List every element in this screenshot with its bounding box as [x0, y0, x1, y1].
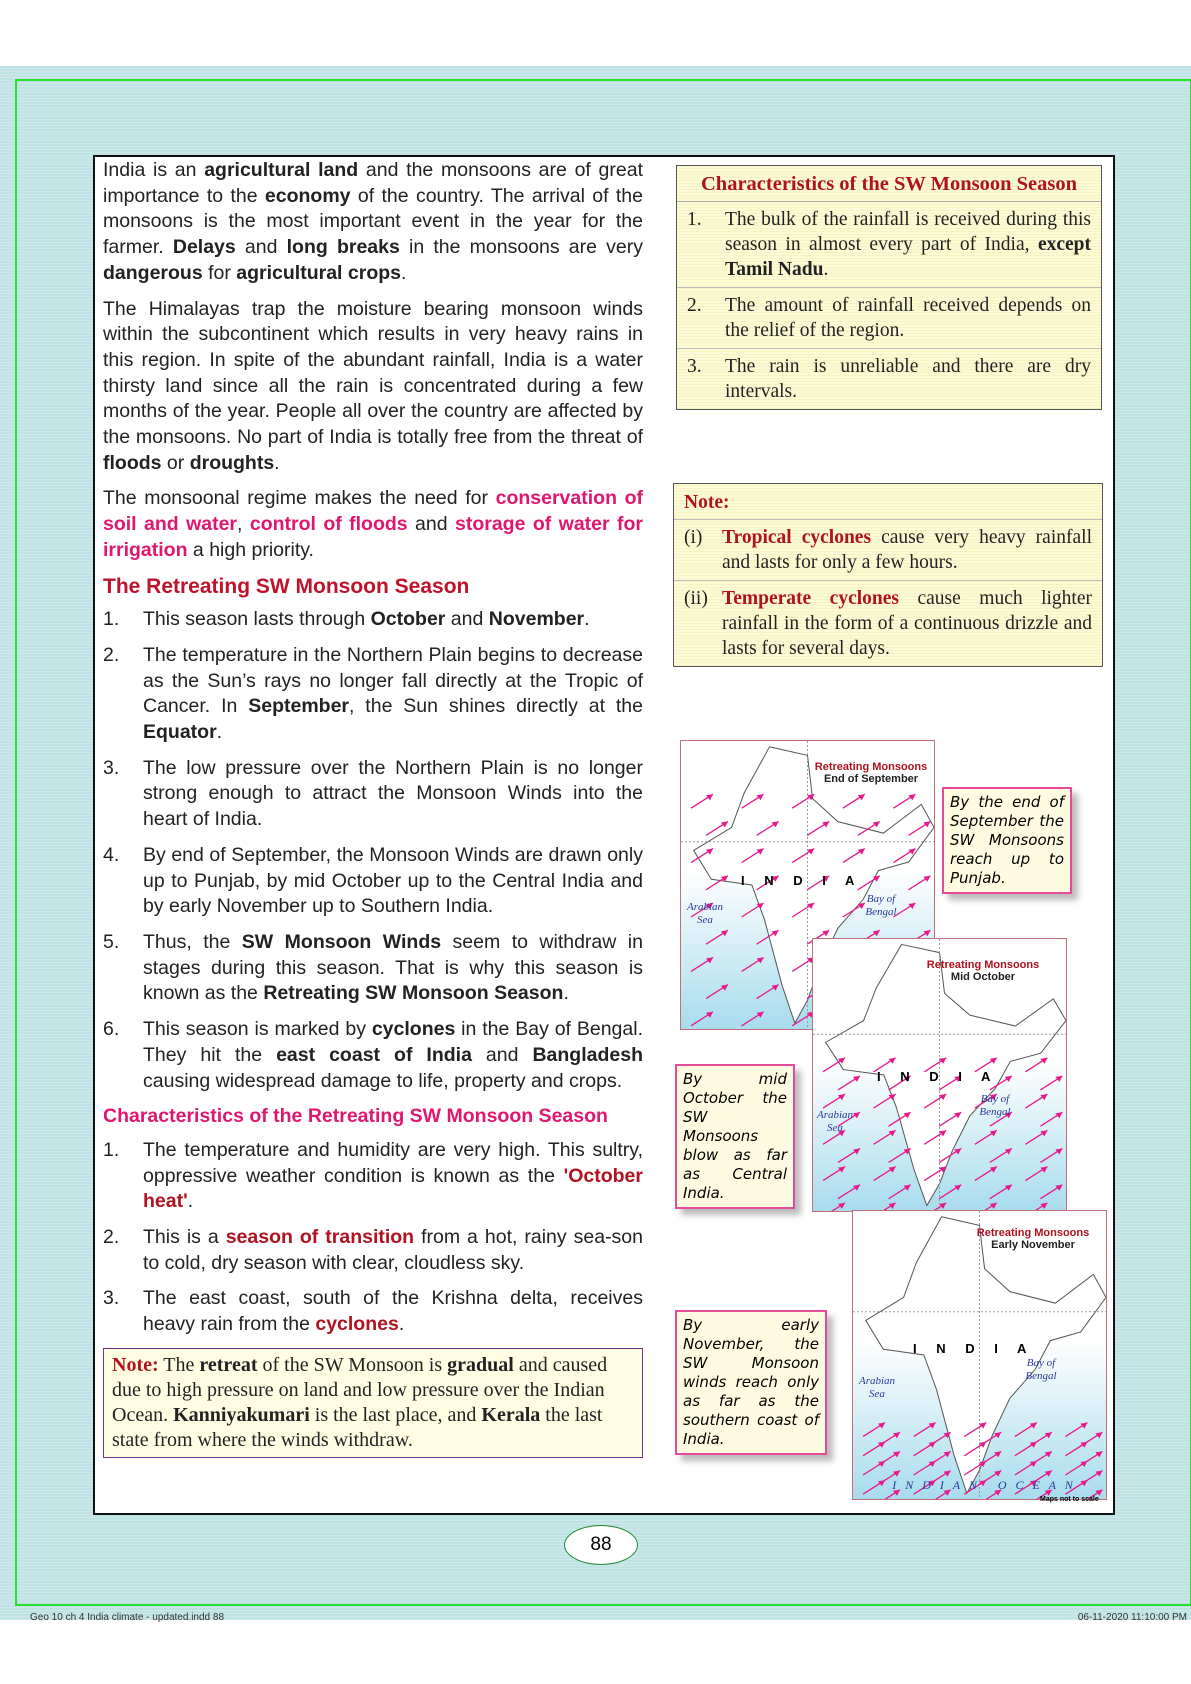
item-number: 5. — [103, 930, 120, 953]
emphasis-text: storage of water for irrigation — [103, 513, 643, 561]
emphasis-text: season of transition — [225, 1226, 415, 1249]
list-item — [103, 930, 643, 1007]
item-number: (ii) — [684, 588, 708, 609]
sea-label: Arabian Sea — [816, 1109, 854, 1134]
text: in the monsoons are very — [399, 236, 643, 259]
map-subtitle: Mid October — [950, 971, 1016, 983]
text: cause very heavy rainfall and lasts for only a few hours. — [722, 527, 1092, 573]
text: The temperature in the Northern Plain begins to decrease as the Sun’s rays no longer fall directly at the Tropic of Cancer. In — [143, 643, 643, 718]
item-number: 2. — [103, 643, 120, 666]
emphasis-text: economy — [264, 184, 351, 207]
text: cause much lighter rainfall in the form of a continuous drizzle and lasts for several days. — [722, 588, 1092, 659]
item-text: The amount of rainfall received depends on the relief of the region. — [725, 295, 1091, 341]
map-callout: By the end of September the SW Monsoons reach up to Punjab. — [942, 787, 1072, 894]
text: in the Bay of Bengal. They hit the — [143, 1018, 643, 1066]
emphasis-text: Kerala — [481, 1403, 541, 1426]
intro-paragraph-3 — [103, 486, 643, 563]
item-number: 4. — [103, 843, 120, 866]
emphasis-text: control of floods — [249, 513, 408, 536]
list-item — [103, 1138, 643, 1215]
text: The bulk of the rainfall is received during this season in almost every part of India, — [725, 209, 1091, 255]
text: and — [471, 1043, 533, 1066]
text: . — [398, 1313, 405, 1336]
item-number: 3. — [687, 356, 702, 377]
list-item — [103, 756, 643, 833]
note-item — [674, 520, 1102, 581]
emphasis-text: SW Monsoon Winds — [241, 930, 442, 953]
arrow-head — [858, 794, 865, 800]
left-column — [103, 158, 643, 1458]
item-number: 3. — [103, 1287, 120, 1310]
term: Tropical cyclones — [722, 527, 872, 548]
emphasis-text: droughts — [189, 451, 275, 474]
emphasis-text: agricultural crops — [236, 261, 401, 284]
text: of the SW Monsoon is — [257, 1353, 448, 1376]
sea-label: Bay of Bengal — [1025, 1357, 1057, 1382]
text: India is an — [103, 159, 205, 181]
box-title: Characteristics of the SW Monsoon Season — [677, 166, 1101, 202]
box-item — [677, 288, 1101, 349]
sea-label: Bay of Bengal — [865, 893, 897, 918]
sea-label: Arabian Sea — [686, 901, 724, 926]
item-number: 3. — [103, 756, 120, 779]
list-item — [103, 843, 643, 920]
text: . — [584, 608, 590, 631]
item-text — [143, 1225, 643, 1276]
emphasis-text: floods — [103, 451, 162, 474]
arrow-head — [873, 821, 880, 827]
emphasis-text: Bangladesh — [532, 1043, 643, 1066]
page-number: 88 — [564, 1525, 638, 1565]
text: and the monsoons are of great importance to the — [103, 159, 643, 207]
text: and — [407, 513, 455, 536]
arrow-head — [908, 794, 915, 800]
list-item — [103, 1286, 643, 1337]
footer-file-name: Geo 10 ch 4 India climate - updated.indd 88 — [30, 1612, 225, 1623]
country-label: I N D I A — [877, 1069, 999, 1084]
term: Temperate cyclones — [722, 588, 899, 609]
item-number: 6. — [103, 1018, 120, 1041]
item-text — [143, 1286, 643, 1337]
text: and caused due to high pressure on land and low pressure over the Indian Ocean. — [112, 1353, 608, 1426]
retreat-note-box — [103, 1348, 643, 1458]
emphasis-text: dangerous — [103, 261, 203, 284]
retreating-characteristics-list — [103, 1138, 643, 1338]
item-text — [143, 1138, 643, 1215]
text: causing widespread damage to life, property and crops. — [143, 1069, 623, 1092]
emphasis-text: cyclones — [315, 1313, 399, 1336]
emphasis-text: November — [488, 608, 585, 631]
text: The monsoonal regime makes the need for — [103, 487, 496, 510]
text: , the Sun shines directly at the — [349, 695, 643, 718]
bold-text: except Tamil Nadu — [725, 234, 1091, 280]
text: of the country. The arrival of the monsoons is the most important event in the year for the farmer. — [103, 184, 643, 259]
list-item — [103, 643, 643, 746]
emphasis-text: Equator — [143, 721, 217, 744]
map-subtitle: Early November — [991, 1239, 1075, 1251]
text: The — [158, 1353, 200, 1376]
emphasis-text: retreat — [199, 1353, 258, 1376]
text: This is a — [143, 1226, 226, 1249]
list-item — [103, 1225, 643, 1276]
text: . — [401, 261, 407, 284]
sw-monsoon-characteristics-box — [676, 165, 1102, 410]
intro-paragraph-2 — [103, 297, 643, 477]
text: and — [445, 608, 489, 631]
item-number: 2. — [103, 1226, 120, 1249]
text: . — [563, 982, 569, 1005]
text: is the last place, and — [309, 1403, 482, 1426]
sea-label: Arabian Sea — [858, 1375, 896, 1400]
item-number: 1. — [103, 608, 120, 631]
emphasis-text: Delays — [172, 236, 236, 259]
sea-label: Bay of Bengal — [979, 1093, 1011, 1118]
item-text — [143, 930, 643, 1007]
text: The east coast, south of the Krishna delta, receives heavy rain from the — [143, 1287, 643, 1336]
text: . — [823, 259, 829, 280]
text: a high priority. — [187, 538, 314, 561]
text: By end of September, the Monsoon Winds are drawn only up to Punjab, by mid October up to the Central India and by early November up to Southern India. — [143, 843, 643, 918]
item-text — [143, 643, 643, 746]
emphasis-text: cyclones — [371, 1018, 456, 1041]
map-early-november — [852, 1210, 1107, 1500]
country-label: I N D I A — [913, 1341, 1035, 1356]
emphasis-text: agricultural land — [204, 159, 359, 181]
list-item — [103, 607, 643, 633]
scale-note: Maps not to scale — [1040, 1496, 1099, 1503]
text: . — [274, 451, 280, 474]
arrow-head — [721, 821, 728, 827]
item-text: The rain is unreliable and there are dry intervals. — [725, 356, 1091, 402]
cyclone-note-box — [673, 483, 1103, 667]
map-mid-october — [812, 938, 1067, 1212]
map-title: Retreating Monsoons — [926, 959, 1040, 971]
emphasis-text: Kanniyakumari — [173, 1403, 310, 1426]
emphasis-text: 'October heat' — [143, 1164, 643, 1213]
text: The low pressure over the Northern Plain is no longer strong enough to attract the Monsoon Winds into the heart of India. — [143, 756, 643, 831]
text: for — [202, 261, 237, 284]
box-item — [677, 202, 1101, 288]
emphasis-text: east coast of India — [276, 1043, 472, 1066]
text: . — [187, 1190, 194, 1213]
retreating-list — [103, 607, 643, 1094]
map-callout: By early November, the SW Monsoon winds reach only as far as the southern coast of India. — [675, 1310, 827, 1455]
retreating-heading: The Retreating SW Monsoon Season — [103, 574, 470, 598]
ocean-label: I N D I A N O C E A N — [892, 1478, 1076, 1492]
country-label: I N D I A — [741, 873, 863, 888]
item-text — [143, 756, 643, 833]
text: This season lasts through — [143, 608, 371, 631]
emphasis-text: September — [248, 695, 350, 718]
emphasis-text: October — [370, 608, 446, 631]
map-title: Retreating Monsoons — [976, 1227, 1090, 1239]
text: The Himalayas trap the moisture bearing monsoon winds within the subcontinent which results in very heavy rains in this region. In spite of the abundant rainfall, India is a water thirsty land since all the rain is concentrated during a few months of the year. People all over the country are affected by the monsoons. No part of India is totally free from the threat of — [103, 297, 643, 449]
item-text — [143, 607, 643, 633]
list-item — [103, 1017, 643, 1094]
emphasis-text: conservation of soil and water — [103, 487, 644, 536]
item-number: 1. — [687, 209, 702, 230]
text: seem to withdraw in stages during this season. That is why this season is known as the — [143, 930, 643, 1005]
item-text — [143, 843, 643, 920]
map-callout: By mid October the SW Monsoons blow as far as Central India. — [675, 1064, 795, 1209]
text: the last state from where the winds withdraw. — [112, 1403, 603, 1451]
emphasis-text: Retreating SW Monsoon Season — [263, 982, 564, 1005]
item-number: (i) — [684, 527, 703, 548]
text: from a hot, rainy sea-son to cold, dry season with clear, cloudless sky. — [143, 1226, 643, 1274]
text: and — [235, 236, 287, 259]
map-title: Retreating Monsoons — [814, 761, 928, 773]
item-text — [143, 1017, 643, 1094]
note-label: Note: — [112, 1353, 159, 1376]
item-text — [725, 207, 1091, 282]
text: This season is marked by — [143, 1018, 372, 1041]
retreating-characteristics-heading: Characteristics of the Retreating SW Monsoon Season — [103, 1105, 608, 1128]
emphasis-text: long breaks — [286, 236, 400, 259]
map-subtitle: End of September — [823, 773, 919, 785]
text: The temperature and humidity are very high. This sultry, oppressive weather condition is known as the — [143, 1138, 643, 1187]
text: or — [161, 451, 190, 474]
arrow-head — [706, 794, 713, 800]
item-number: 2. — [687, 295, 702, 316]
text: , — [237, 513, 250, 536]
note-item — [674, 581, 1102, 666]
text: . — [216, 721, 223, 744]
intro-paragraph-1 — [103, 158, 643, 287]
footer-timestamp: 06-11-2020 11:10:00 PM — [1077, 1612, 1187, 1623]
text: Thus, the — [143, 930, 242, 953]
emphasis-text: gradual — [447, 1353, 514, 1376]
box-item — [677, 349, 1101, 409]
note-label: Note: — [674, 488, 1102, 520]
note-text — [112, 1354, 607, 1451]
item-number: 1. — [103, 1138, 120, 1161]
